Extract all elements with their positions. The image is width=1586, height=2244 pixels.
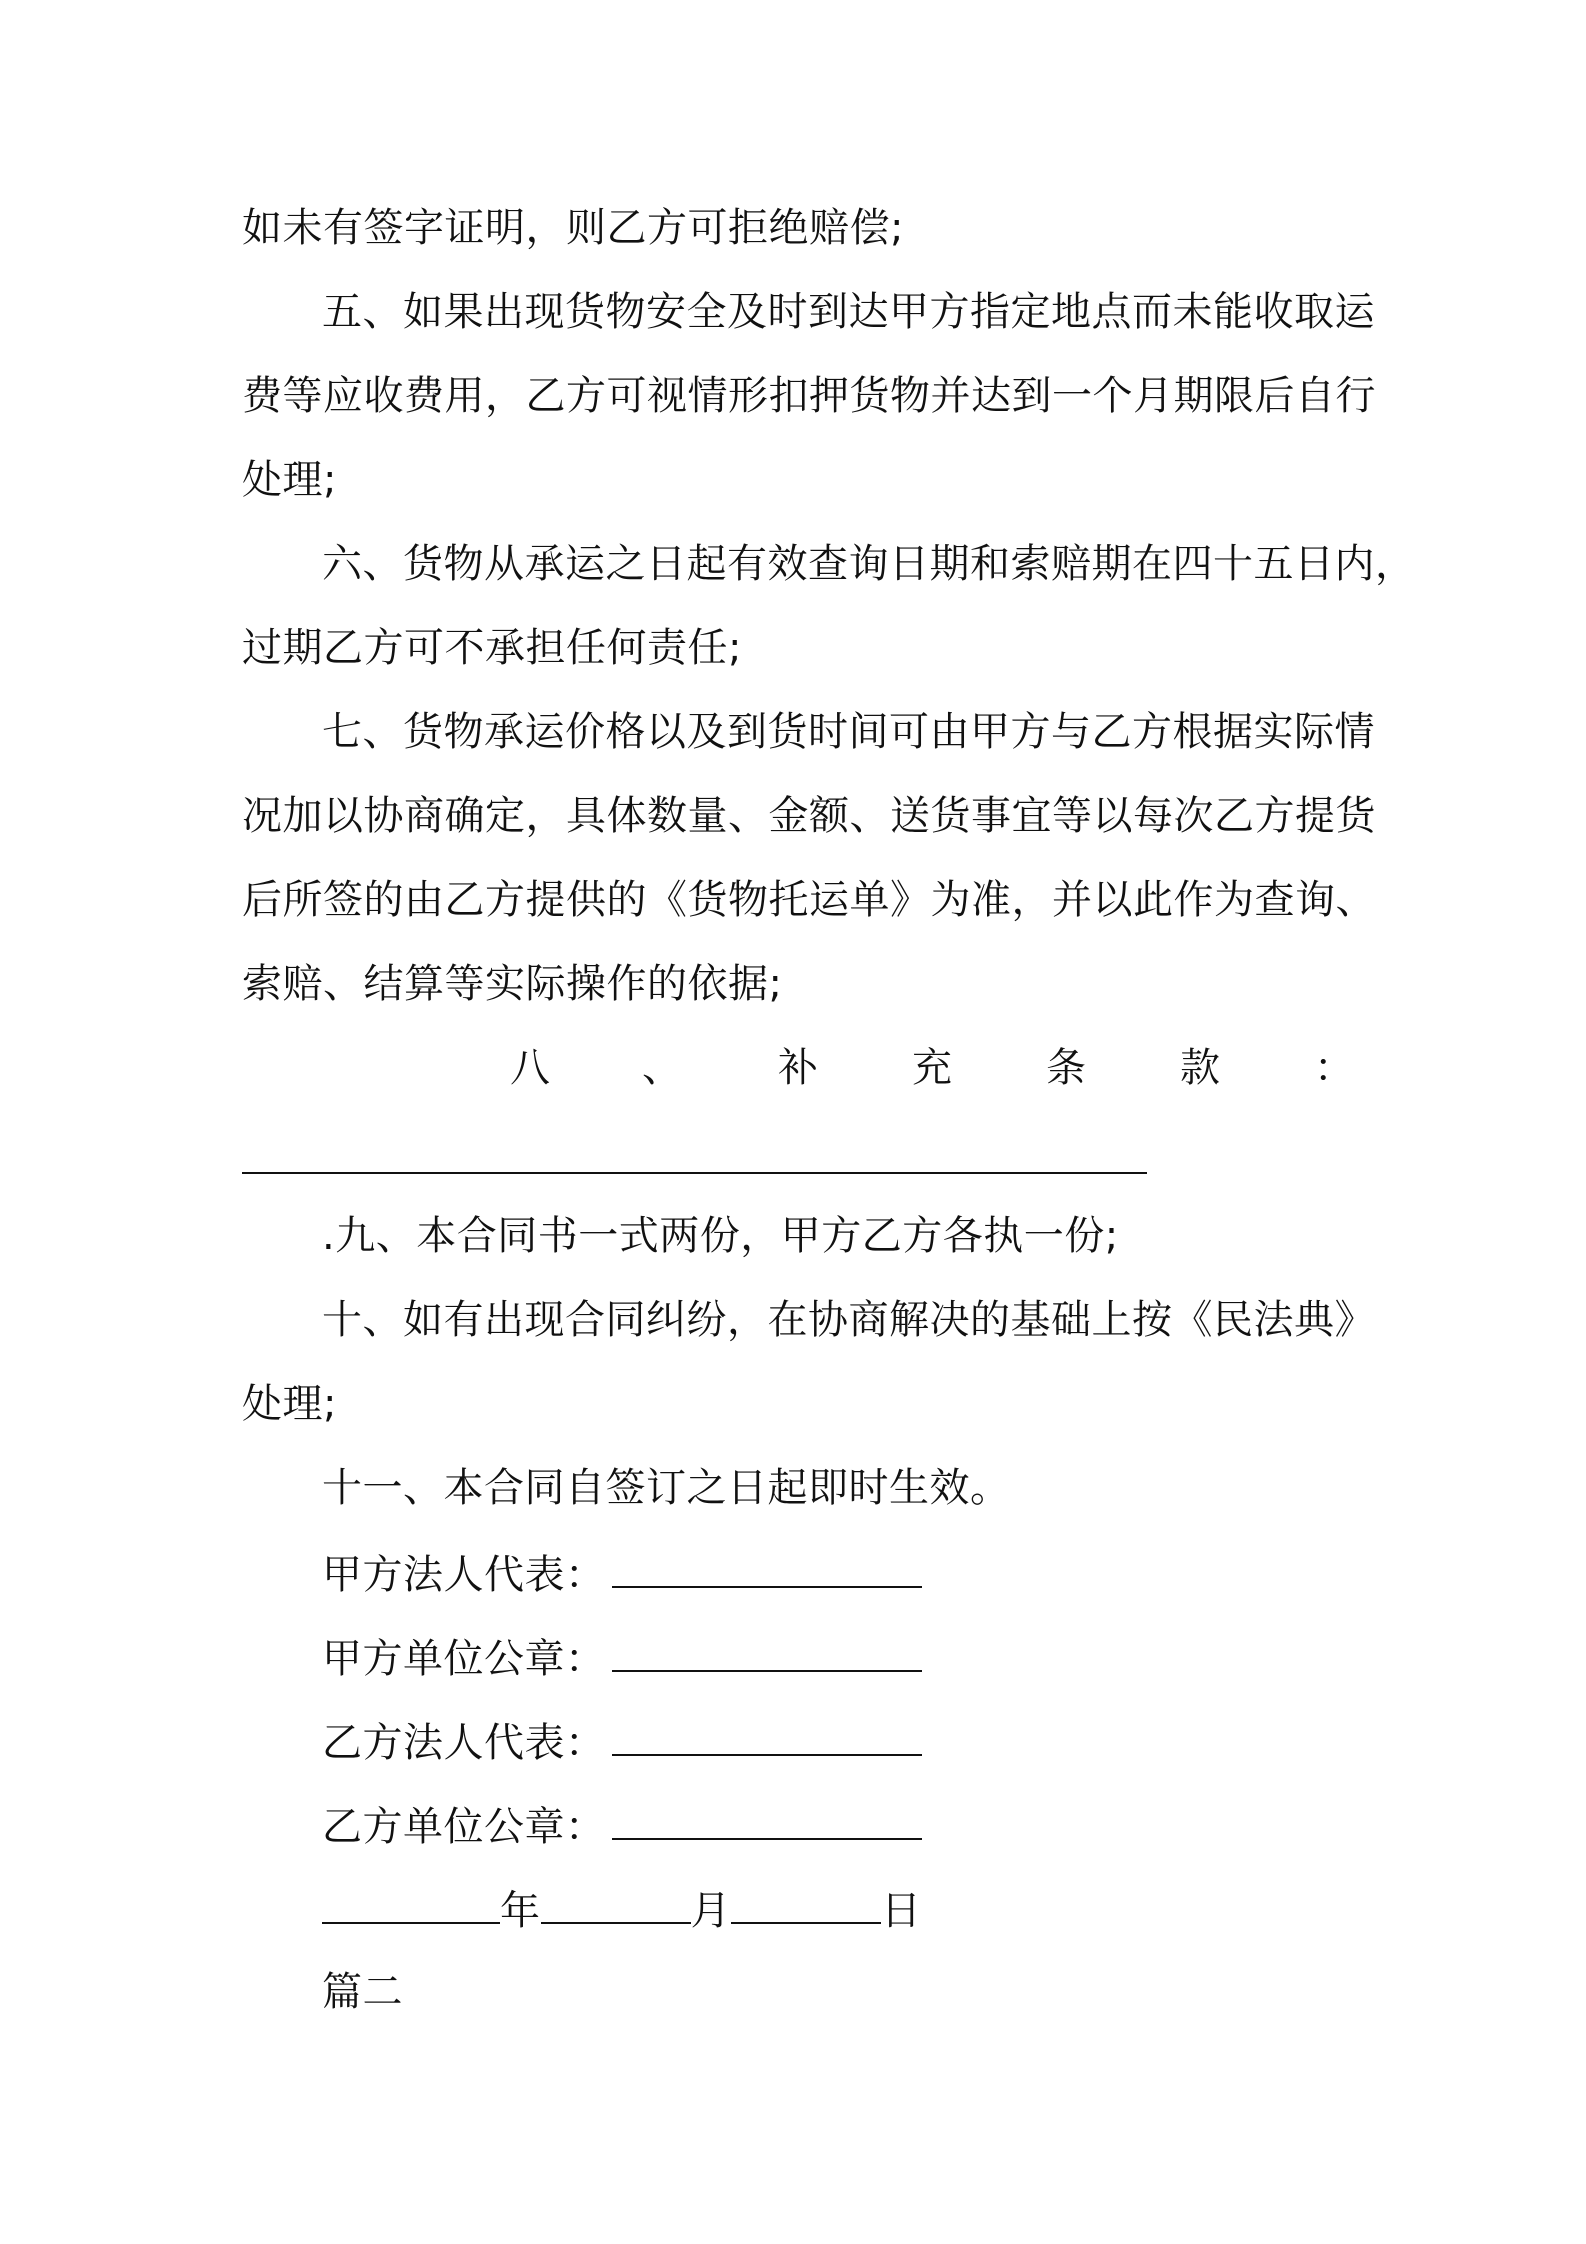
clause-8-char: 八 <box>510 1045 550 1091</box>
signature-row <box>322 1628 1362 1684</box>
text-line: 处理; <box>242 457 337 503</box>
text-line: 后所签的由乙方提供的《货物托运单》为准，并以此作为查询、 <box>242 877 1376 923</box>
signature-blank <box>612 1712 922 1756</box>
date-row <box>322 1880 1362 1936</box>
text-line: 索赔、结算等实际操作的依据; <box>242 961 783 1007</box>
day-label: 日 <box>881 1888 922 1934</box>
clause-9-line: .九、本合同书一式两份，甲方乙方各执一份; <box>322 1213 1119 1259</box>
clause-6-line: 六、货物从承运之日起有效查询日期和索赔期在四十五日内， <box>322 541 1416 587</box>
year-blank <box>322 1880 500 1924</box>
year-label: 年 <box>500 1888 541 1934</box>
clause-8-char: 款 <box>1180 1045 1220 1091</box>
next-section-heading: 篇二 <box>322 1969 403 2015</box>
clause-8-char: ： <box>1314 1045 1354 1091</box>
text-line: 况加以协商确定，具体数量、金额、送货事宜等以每次乙方提货 <box>242 793 1376 839</box>
signature-blank <box>612 1796 922 1840</box>
month-blank <box>541 1880 691 1924</box>
signature-row <box>322 1544 1362 1600</box>
clause-10-line: 十、如有出现合同纠纷，在协商解决的基础上按《民法典》 <box>322 1297 1375 1343</box>
clause-8-char: 条 <box>1046 1045 1086 1091</box>
signature-label: 乙方单位公章： <box>322 1804 606 1850</box>
text-line: 费等应收费用，乙方可视情形扣押货物并达到一个月期限后自行 <box>242 373 1376 419</box>
text-line: 如未有签字证明，则乙方可拒绝赔偿; <box>242 205 904 251</box>
clause-7-line: 七、货物承运价格以及到货时间可由甲方与乙方根据实际情 <box>322 709 1375 755</box>
signature-blank <box>612 1628 922 1672</box>
text-line: 处理; <box>242 1381 337 1427</box>
signature-label: 乙方法人代表： <box>322 1720 606 1766</box>
clause-5-line: 五、如果出现货物安全及时到达甲方指定地点而未能收取运 <box>322 289 1375 335</box>
signature-blank <box>612 1544 922 1588</box>
clause-8-char: 充 <box>912 1045 952 1091</box>
clause-8-heading <box>242 1040 1362 1096</box>
clause-8-char: 补 <box>778 1045 818 1091</box>
month-label: 月 <box>690 1888 731 1934</box>
clause-8-char: 、 <box>642 1045 682 1091</box>
day-blank <box>731 1880 881 1924</box>
text-line: 过期乙方可不承担任何责任; <box>242 625 742 671</box>
signature-label: 甲方法人代表： <box>322 1552 606 1598</box>
signature-row <box>322 1796 1362 1852</box>
clause-11-line: 十一、本合同自签订之日起即时生效。 <box>322 1465 1011 1511</box>
signature-row <box>322 1712 1362 1768</box>
fill-in-line <box>242 1172 1147 1174</box>
signature-label: 甲方单位公章： <box>322 1636 606 1682</box>
